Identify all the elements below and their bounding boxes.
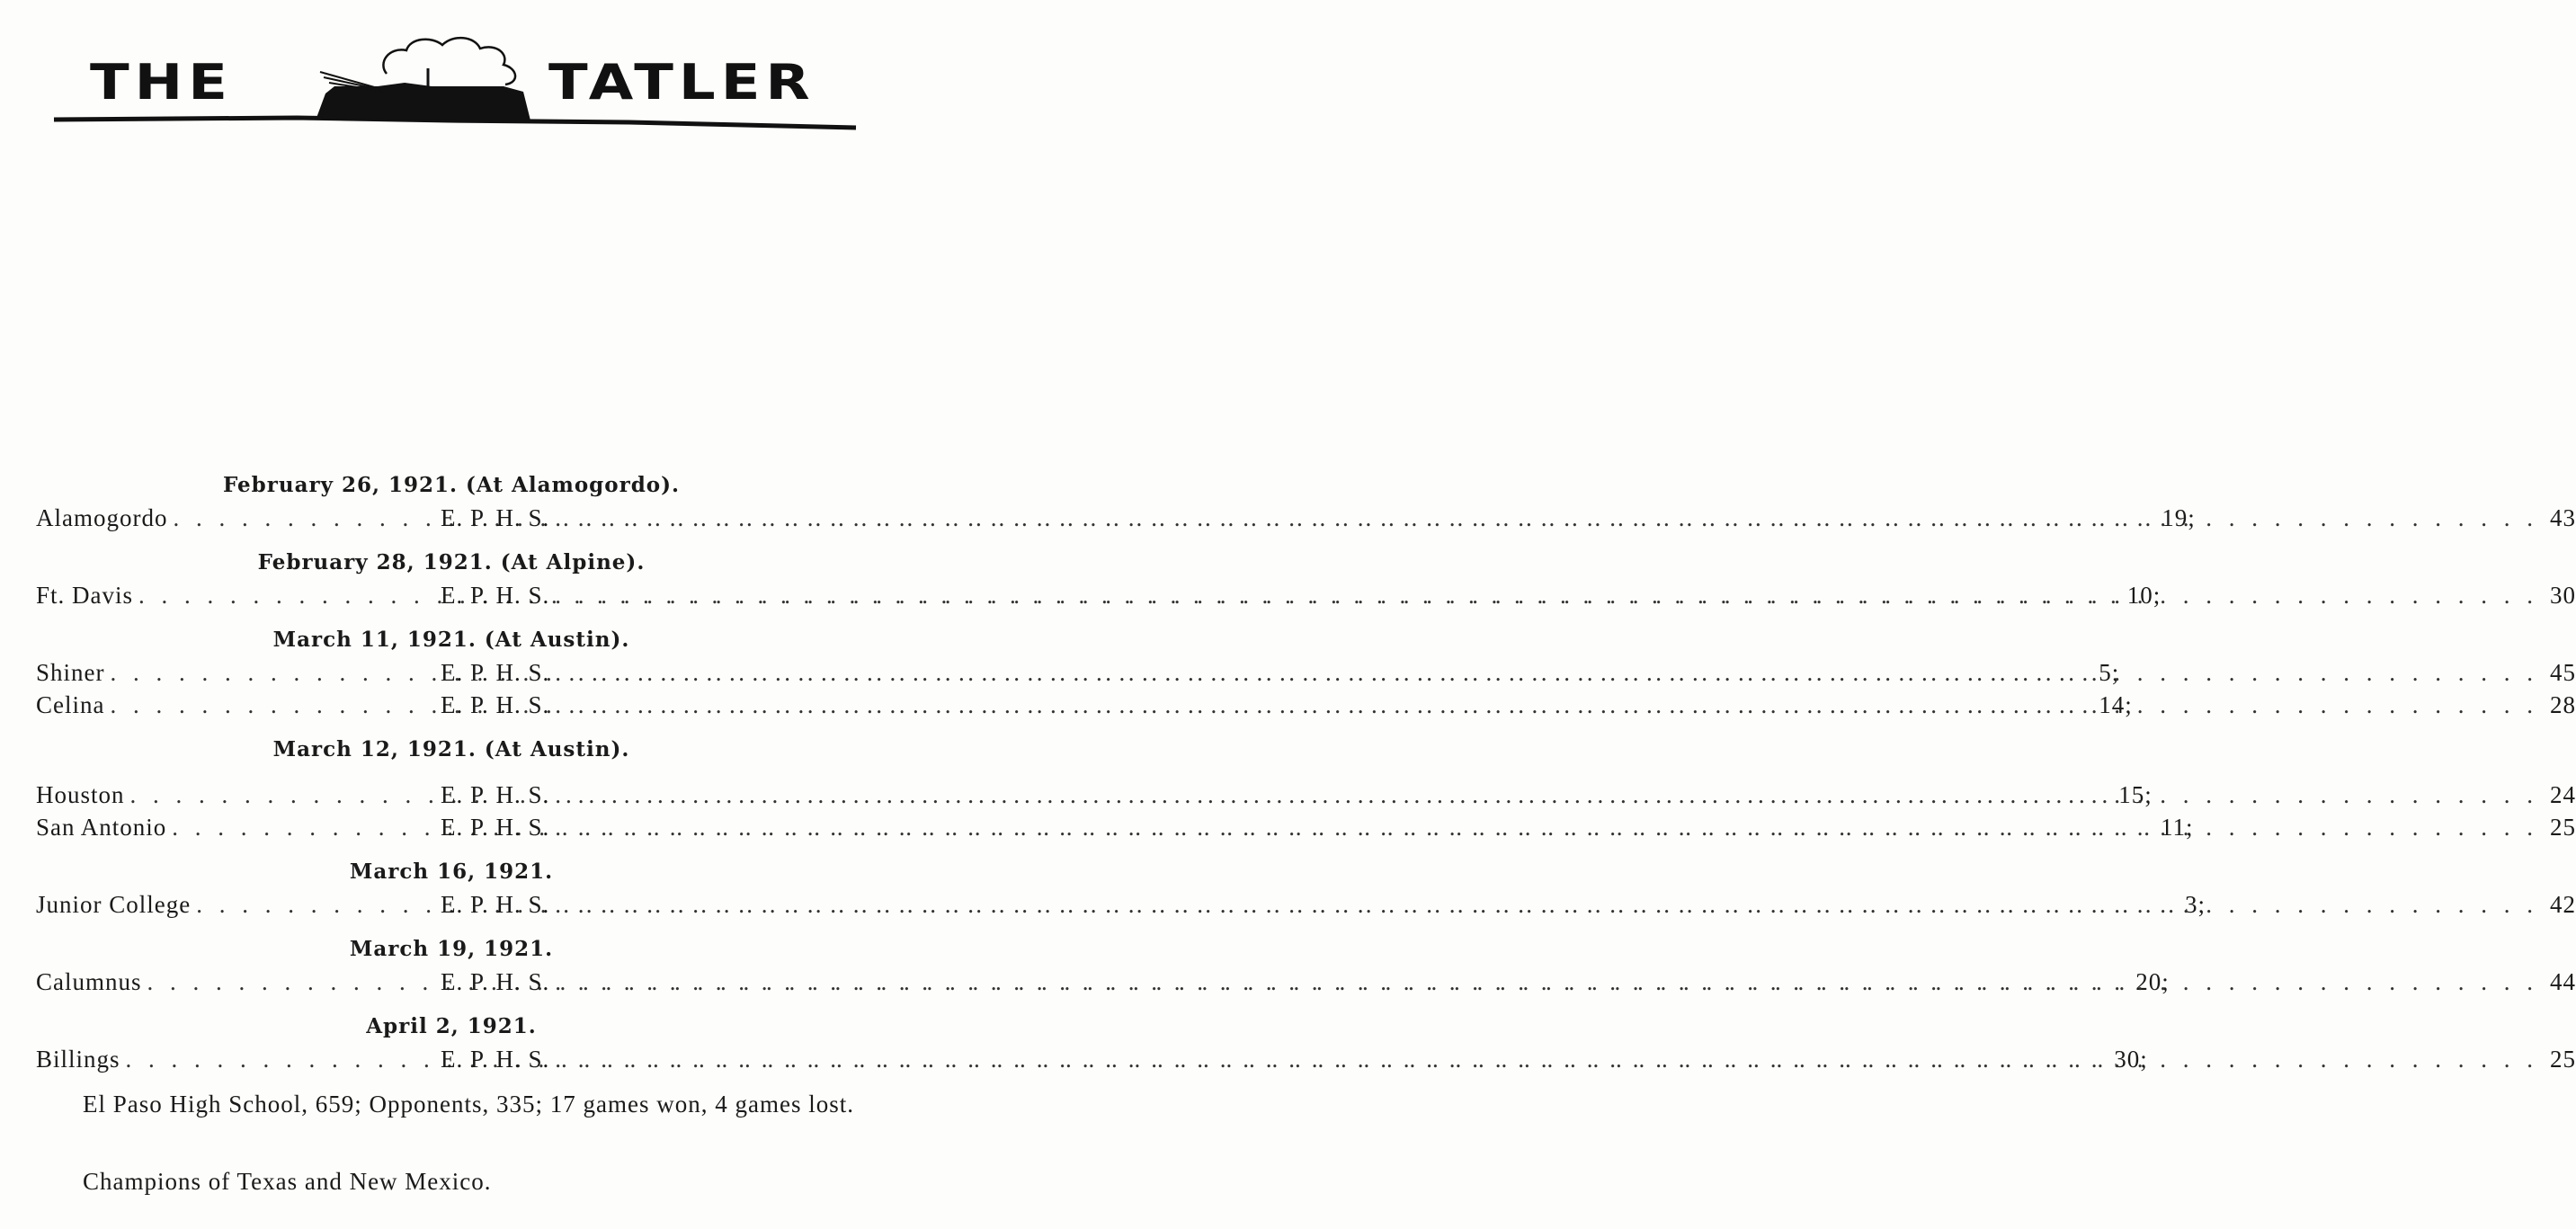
leader-dots	[555, 966, 2538, 998]
leader-dots	[555, 1043, 2538, 1075]
season-summary: El Paso High School, 659; Opponents, 335; 17 games won, 4 games lost.	[83, 1091, 854, 1118]
opponent-score: 3	[2184, 891, 2198, 918]
result-row: Celina . . . 14 ; E. P. H. S. . . . 28	[36, 689, 867, 721]
opponent-score: 20	[2135, 968, 2162, 995]
opponent-name: San Antonio	[36, 814, 167, 841]
opponent-name: Ft. Davis	[36, 582, 134, 609]
game-results	[36, 469, 2576, 1075]
game-date-heading: February 28, 1921. (At Alpine).	[257, 550, 646, 574]
opponent-name: Shiner	[36, 659, 105, 686]
school-score: 42	[2550, 891, 2576, 918]
opponent-score: 30	[2114, 1046, 2141, 1073]
leader-dots	[555, 779, 2538, 811]
result-row: Houston . . . 15 ; E. P. H. S. . . . 24	[36, 779, 867, 811]
opponent-score: 15	[2118, 781, 2145, 808]
school-name: E. P. H. S.	[441, 968, 550, 995]
masthead-right-word: TATLER	[548, 54, 816, 111]
leader-dots	[555, 689, 2538, 721]
school-name: E. P. H. S.	[441, 1046, 550, 1073]
school-score: 45	[2550, 659, 2576, 686]
opponent-score: 11	[2161, 814, 2187, 841]
game-date-heading: March 12, 1921. (At Austin).	[272, 737, 630, 761]
opponent-name: Billings	[36, 1046, 120, 1073]
school-name: E. P. H. S.	[441, 814, 550, 841]
masthead	[0, 0, 899, 144]
opponent-score: 10	[2126, 582, 2153, 609]
opponent-score: 19	[2162, 504, 2188, 531]
school-score: 44	[2550, 968, 2576, 995]
school-score: 30	[2550, 582, 2576, 609]
opponent-score: 5	[2099, 659, 2112, 686]
leader-dots	[555, 811, 2538, 843]
result-row: Calumnus . . . 20 ; E. P. H. S. . . . 44	[36, 966, 867, 998]
school-name: E. P. H. S.	[441, 781, 550, 808]
opponent-name: Alamogordo	[36, 504, 168, 531]
game-date-heading: March 16, 1921.	[349, 859, 554, 884]
result-row: Ft. Davis . . . 10 ; E. P. H. S. . . . 30	[36, 579, 867, 611]
game-date-heading: February 26, 1921. (At Alamogordo).	[222, 473, 681, 497]
leader-dots	[555, 888, 2538, 921]
game-date-heading: March 19, 1921.	[349, 937, 554, 961]
opponent-score: 14	[2099, 691, 2126, 718]
result-row: Alamogordo . . . 19 ; E. P. H. S. . . . 43	[36, 502, 867, 534]
leader-dots	[555, 656, 2538, 689]
opponent-name: Celina	[36, 691, 105, 718]
school-name: E. P. H. S.	[441, 582, 550, 609]
opponent-name: Junior College	[36, 891, 192, 918]
result-row: Junior College . . . 3 ; E. P. H. S. . . . 42	[36, 888, 867, 921]
school-score: 24	[2550, 781, 2576, 808]
school-score: 25	[2550, 814, 2576, 841]
masthead-left-word: THE	[90, 54, 233, 111]
leader-dots	[555, 579, 2538, 611]
game-date-heading: March 11, 1921. (At Austin).	[272, 628, 630, 652]
school-score: 25	[2550, 1046, 2576, 1073]
school-name: E. P. H. S.	[441, 659, 550, 686]
school-score: 28	[2550, 691, 2576, 718]
leader-dots	[555, 502, 2538, 534]
result-row: Shiner . . . 5 ; E. P. H. S. . . . 45	[36, 656, 867, 689]
opponent-name: Calumnus	[36, 968, 142, 995]
school-name: E. P. H. S.	[441, 891, 550, 918]
championship-note: Champions of Texas and New Mexico.	[83, 1168, 492, 1195]
game-date-heading: April 2, 1921.	[366, 1014, 537, 1038]
school-name: E. P. H. S.	[441, 504, 550, 531]
school-name: E. P. H. S.	[441, 691, 550, 718]
result-row: San Antonio . . . 11 ; E. P. H. S. . . . 25	[36, 811, 867, 843]
result-row: Billings . . . 30 ; E. P. H. S. . . . 25	[36, 1043, 867, 1075]
opponent-name: Houston	[36, 781, 125, 808]
school-score: 43	[2550, 504, 2576, 531]
